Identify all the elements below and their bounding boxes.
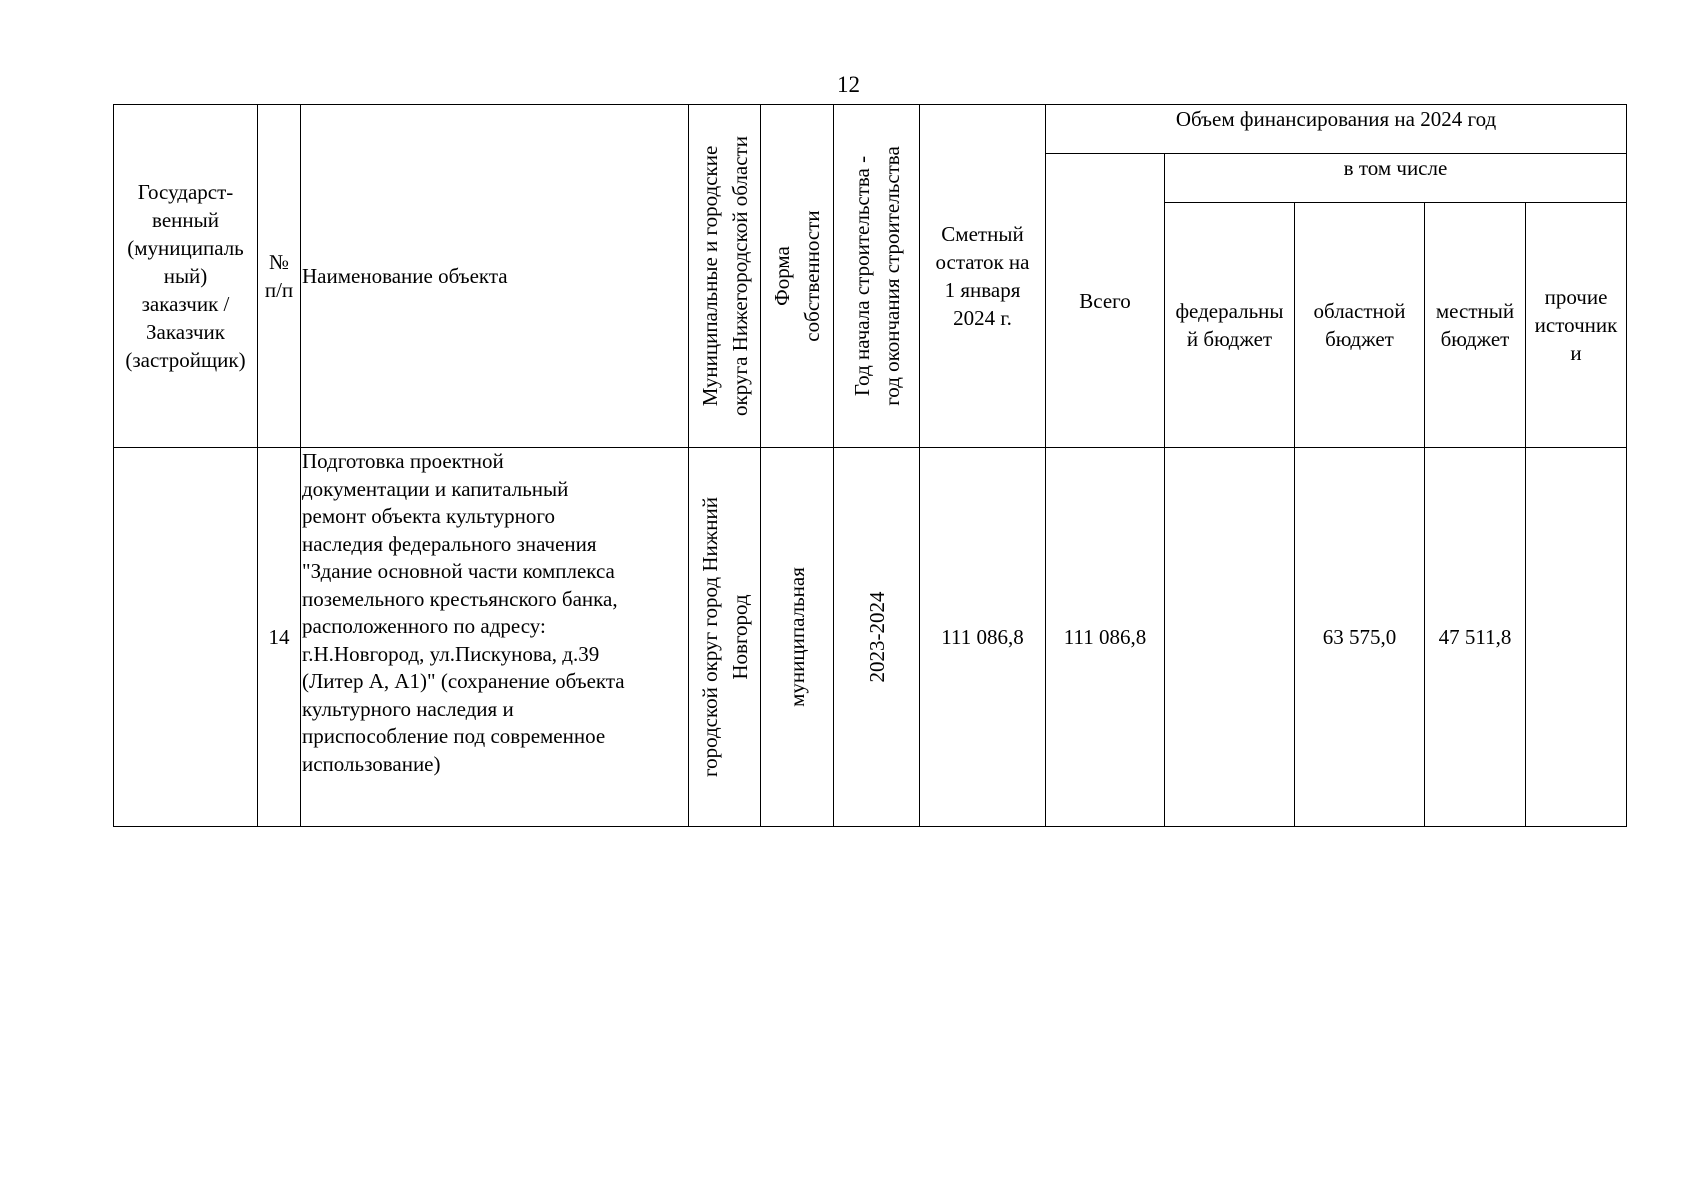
page-number: 12 — [837, 72, 860, 97]
cell-customer — [114, 448, 258, 827]
cell-regional: 63 575,0 — [1295, 448, 1425, 827]
cell-federal — [1165, 448, 1295, 827]
header-including: в том числе — [1165, 154, 1627, 203]
header-years — [834, 105, 920, 448]
header-federal: федеральны й бюджет — [1165, 203, 1295, 448]
header-estimate: Сметный остаток на 1 января 2024 г. — [920, 105, 1046, 448]
cell-municipality — [689, 448, 761, 827]
header-num: № п/п — [258, 105, 301, 448]
header-ownership-text: Форма собственности — [770, 210, 824, 342]
cell-total: 111 086,8 — [1046, 448, 1165, 827]
cell-municipality-text: городской округ город Нижний Новгород — [697, 497, 752, 777]
header-regional: областной бюджет — [1295, 203, 1425, 448]
header-municipality — [689, 105, 761, 448]
header-financing-title: Объем финансирования на 2024 год — [1046, 105, 1627, 154]
header-other: прочие источник и — [1526, 203, 1627, 448]
header-local: местный бюджет — [1425, 203, 1526, 448]
cell-other — [1526, 448, 1627, 827]
header-ownership — [761, 105, 834, 448]
cell-local: 47 511,8 — [1425, 448, 1526, 827]
table-row — [114, 448, 1627, 827]
cell-ownership — [761, 448, 834, 827]
cell-num: 14 — [258, 448, 301, 827]
header-municipality-text: Муниципальные и городские округа Нижегородской области — [697, 136, 752, 416]
cell-years-text: 2023-2024 — [864, 591, 889, 683]
financing-table — [113, 104, 1627, 827]
cell-years — [834, 448, 920, 827]
cell-ownership-text: муниципальная — [785, 567, 809, 707]
header-years-text: Год начала строительства - год окончания строительства — [849, 146, 904, 406]
header-object-name: Наименование объекта — [301, 105, 689, 448]
header-customer: Государст- венный (муниципаль ный) заказчик / Заказчик (застройщик) — [114, 105, 258, 448]
cell-object-name: Подготовка проектной документации и капитальный ремонт объекта культурного наследия федерального значения "Здание основной части комплекса поземельного крестьянского банка, расположенного по адресу: г.Н.Новгород, ул.Пискунова, д.39 (Литер А, А1)" (сохранение объекта культурного наследия и приспособление под современное использование) — [301, 448, 689, 827]
header-total: Всего — [1046, 154, 1165, 448]
cell-estimate: 111 086,8 — [920, 448, 1046, 827]
